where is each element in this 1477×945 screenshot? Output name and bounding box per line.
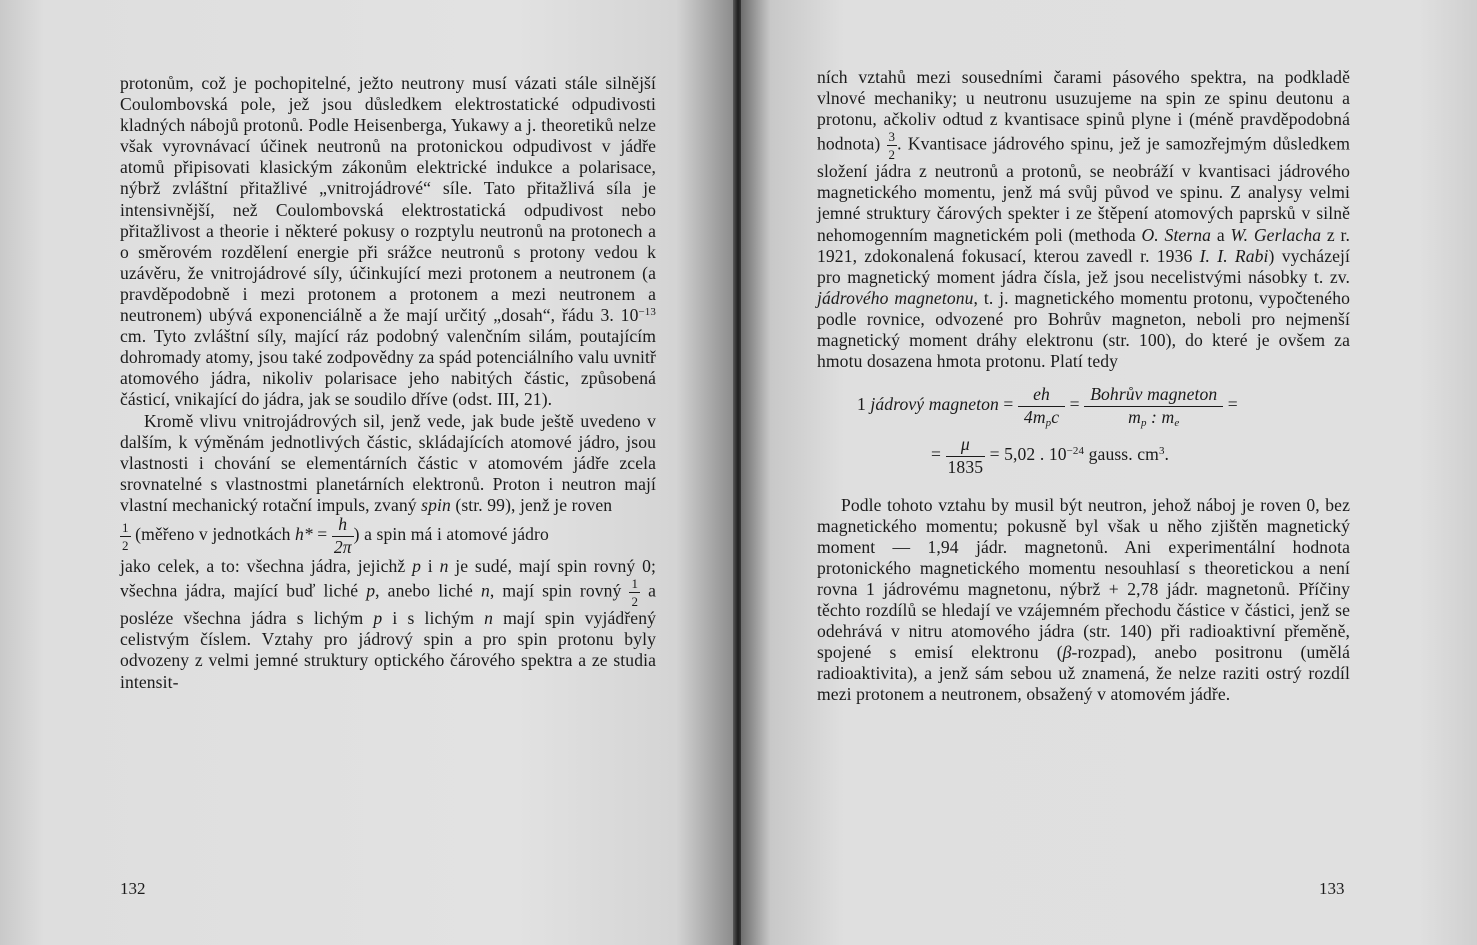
nuclear-magneton-value: = $\frac{\mu}{1835}$ = 5,02 . $10^{-24}$ gauss. $cm^3$. xyxy=(931,434,1170,477)
page-number-right: 133 xyxy=(1319,879,1345,898)
left-paragraph-3: jako celek, a to: všechna jádra, jejichž p i n je sudé, mají spin rovný 0; všechna jádra, mající buď liché p, anebo liché n, mají spin rovný $\frac{1}{2}$ a posléze všechna jádra s lichým p i s lichým n mají spin vyjádřený celistvým číslem. Vztahy pro jádrový spin a pro spin protonu byly odvozeny z velmi jemné struktury optického čárového spektra a ze studia intensit- xyxy=(120,556,657,692)
spin-unit-formula: $\frac{1}{2}$ (měřeno v jednotkách h* = $\frac{h}{2\pi}$ ) a spin má i atomové jádro xyxy=(122,513,549,557)
nuclear-magneton-equation: 1 jádrový magneton = $\frac{eh}{4m_pc}$ = $\frac{\text{Bohrův magneton}}{m_p : m_e}$ = xyxy=(857,384,1238,429)
fraction-half: $\frac{1}{2}$ xyxy=(122,519,129,553)
page-number-left: 132 xyxy=(120,879,146,898)
fraction-eh-over-4mpc: $\frac{eh}{4m_pc}$ xyxy=(1018,386,1065,426)
left-paragraph-1: protonům, což je pochopitelné, ježto neutrony musí vázati stále silnější Coulombovská pole, jež jsou důsledkem elektrostatické odpudivosti kladných nábojů protonů. Podle Heisenberga, Yukawy a j. theoretiků nelze však vyrovnávací účinek neutronů na protonickou odpudivost v jádře atomů připisovati klasickým zákonům elektrické indukce a polarisace, nýbrž zvláštní přitažlivé „vnitrojádrové“ síle. Tato přitažlivá síla je intensivnější, než Coulombovská elektrostatická odpudivost nebo přitažlivost a theorie i některé pokusy o rozptylu neutronů na protonech a o směrovém rozdělení energie při srážce neutronů s protony vedou k uzávěru, že vnitrojádrové síly, účinkující mezi protonem a neutronem (a pravděpodobně i mezi protonem a protonem a mezi neutronem a neutronem) ubývá exponenciálně a že mají určitý „dosah“, řádu 3. $10^{-13}$ cm. Tyto zvláštní síly, mající ráz podobný valenčním silám, poutajícím dohromady atomy, jsou také zodpovědny za spád potenciálního valu uvnitř atomového jádra, nikoliv polarisace jeho nabitých částic, způsobená částicí, vnikající do jádra, jak se soudilo dříve (odst. III, 21). xyxy=(120,73,656,410)
right-page xyxy=(741,0,1477,945)
fraction-half-inline: $\frac{1}{2}$ xyxy=(631,576,639,610)
fraction-bohr-magneton-ratio: $\frac{\text{Bohrův magneton}}{m_p : m_e}$ xyxy=(1084,386,1223,426)
right-paragraph-2: Podle tohoto vztahu by musil být neutron, jehož náboj je roven 0, bez magnetického momentu; pokusně byl však u něho zjištěn magnetický moment — 1,94 jádr. magnetonů. Ani experimentální hodnota protonického magnetického momentu nesouhlasí s theoretickou a není rovna 1 jádrovému magnetonu, nýbrž + 2,78 jádr. magnetonů. Příčiny těchto rozdílů se hledají ve vzájemném přechodu částice v částici, jenž se odehrává v nitru atomového jádra (str. 140) při radioaktivní přeměně, spojené s emisí elektronu (β-rozpad), anebo positronu (umělá radioaktivita), a jenž sám sebou už znamená, že nelze raziti ostrý rozdíl mezi protonem a neutronem, obsažený v atomovém jádře. xyxy=(817,494,1350,705)
fraction-h-over-2pi: $\frac{h}{2\pi}$ xyxy=(333,513,352,557)
right-paragraph-1: ních vztahů mezi sousedními čarami pásového spektra, na podkladě vlnové mechaniky; u neutronu usuzujeme na spin ze spinu deutonu a protonu, ačkoliv odtud z kvantisace spinů plyne i (méně pravděpodobná hodnota) $\frac{3}{2}$ . Kvantisace jádrového spinu, jež je samozřejmým důsledkem složení jádra z neutronů a protonů, se neobráží v kvantisaci jádrového magnetického momentu, jenž má svůj původ ve spinu. Z analysy velmi jemné struktury čárových spekter i ze štěpení atomových paprsků v silně nehomogenním magnetickém poli (methoda O. Sterna a W. Gerlacha z r. 1921, zdokonalená fokusací, kterou zavedl r. 1936 I. I. Rabi) vycházejí pro magnetický moment jádra čísla, jež jsou necelistvými násobky t. zv. jádrového magnetonu, t. j. magnetického momentu protonu, vypočteného podle rovnice, odvozené pro Bohrův magneton, neboli pro nejmenší magnetický moment dráhy elektronu (str. 100), do které je ovšem za hmotu dosazena hmota protonu. Platí tedy xyxy=(817,67,1351,372)
left-paragraph-2: Kromě vlivu vnitrojádrových sil, jenž vede, jak bude ještě uvedeno v dalším, k výměnám jednotlivých částic, skládajících atomové jádro, jsou vlastnosti i chování se elementárních částic v atomovém jádře zcela srovnatelné s vlastnostmi planetárních elektronů. Proton i neutron mají vlastní mechanický rotační impuls, zvaný spin (str. 99), jenž je roven xyxy=(120,410,656,515)
left-page-text xyxy=(120,73,656,693)
fraction-three-halves: $\frac{3}{2}$ xyxy=(888,129,896,163)
right-page-text xyxy=(817,67,1350,706)
left-page xyxy=(0,0,735,945)
fraction-mu-over-1835: $\frac{\mu}{1835}$ xyxy=(947,434,984,477)
